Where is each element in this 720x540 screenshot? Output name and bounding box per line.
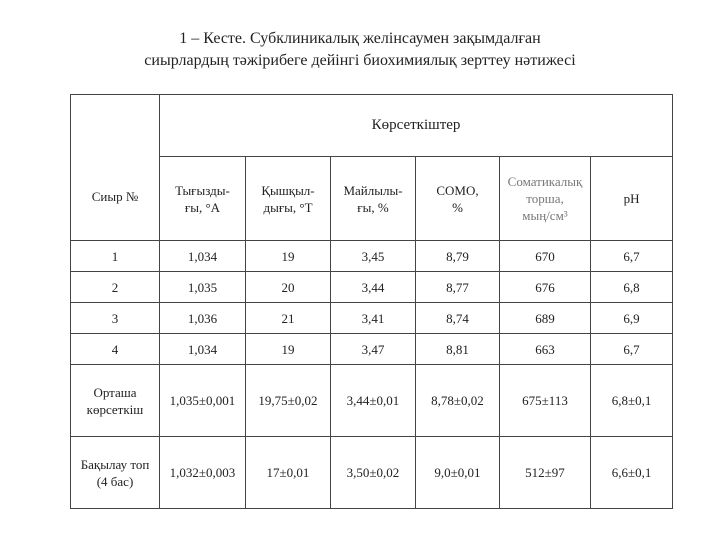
table-cell: 3,41 <box>331 303 416 334</box>
column-header-somo: СОМО, % <box>416 157 500 241</box>
table-cell: 1,035 <box>160 272 246 303</box>
table-cell: 1,032±0,003 <box>160 437 246 509</box>
table-row <box>71 272 673 303</box>
table-cell: 675±113 <box>500 365 591 437</box>
table-cell: 3,45 <box>331 241 416 272</box>
table-cell: 6,8 <box>591 272 673 303</box>
table-cell: 676 <box>500 272 591 303</box>
results-table <box>70 94 673 509</box>
table-cell: 1,036 <box>160 303 246 334</box>
caption-line-2: сиырлардың тәжірибеге дейінгі биохимиялық зерттеу нәтижесі <box>144 52 576 69</box>
table-cell: 6,6±0,1 <box>591 437 673 509</box>
column-header-acidity: Қышқыл- дығы, °Т <box>246 157 331 241</box>
table-cell: 6,9 <box>591 303 673 334</box>
table-cell: 21 <box>246 303 331 334</box>
table-cell: 17±0,01 <box>246 437 331 509</box>
indicators-header: Көрсеткіштер <box>160 95 673 157</box>
row-label: Бақылау топ (4 бас) <box>71 437 160 509</box>
table-caption <box>0 28 720 72</box>
row-header-cell <box>71 95 160 241</box>
table-cell: 19 <box>246 334 331 365</box>
row-label: 3 <box>71 303 160 334</box>
table-cell: 3,44 <box>331 272 416 303</box>
row-label: 2 <box>71 272 160 303</box>
column-header-somatic-cells: Соматикалық торша, мың/см³ <box>500 157 591 241</box>
table-cell: 689 <box>500 303 591 334</box>
table-row <box>71 334 673 365</box>
table-cell: 8,78±0,02 <box>416 365 500 437</box>
table-row <box>71 365 673 437</box>
table-cell: 6,8±0,1 <box>591 365 673 437</box>
caption-line-1: 1 – Кесте. Субклиникалық желінсаумен зақымдалған <box>179 30 541 47</box>
table-cell: 512±97 <box>500 437 591 509</box>
column-header-density: Тығызды- ғы, °А <box>160 157 246 241</box>
table-cell: 8,74 <box>416 303 500 334</box>
table-cell: 20 <box>246 272 331 303</box>
row-label: 4 <box>71 334 160 365</box>
table-row <box>71 437 673 509</box>
table-row <box>71 241 673 272</box>
table-cell: 8,81 <box>416 334 500 365</box>
row-label: Орташа көрсеткіш <box>71 365 160 437</box>
table-cell: 8,77 <box>416 272 500 303</box>
table-cell: 19,75±0,02 <box>246 365 331 437</box>
table-cell: 9,0±0,01 <box>416 437 500 509</box>
table-cell: 19 <box>246 241 331 272</box>
cow-number-header: Сиыр № <box>91 189 139 204</box>
table-cell: 3,44±0,01 <box>331 365 416 437</box>
table-cell: 8,79 <box>416 241 500 272</box>
column-header-fat: Майлылы- ғы, % <box>331 157 416 241</box>
table-cell: 663 <box>500 334 591 365</box>
table-cell: 3,50±0,02 <box>331 437 416 509</box>
table-cell: 1,034 <box>160 241 246 272</box>
table-cell: 1,035±0,001 <box>160 365 246 437</box>
table-row <box>71 303 673 334</box>
row-label: 1 <box>71 241 160 272</box>
table-cell: 670 <box>500 241 591 272</box>
table-cell: 1,034 <box>160 334 246 365</box>
table-cell: 3,47 <box>331 334 416 365</box>
table-cell: 6,7 <box>591 334 673 365</box>
table-cell: 6,7 <box>591 241 673 272</box>
column-header-ph: рН <box>591 157 673 241</box>
